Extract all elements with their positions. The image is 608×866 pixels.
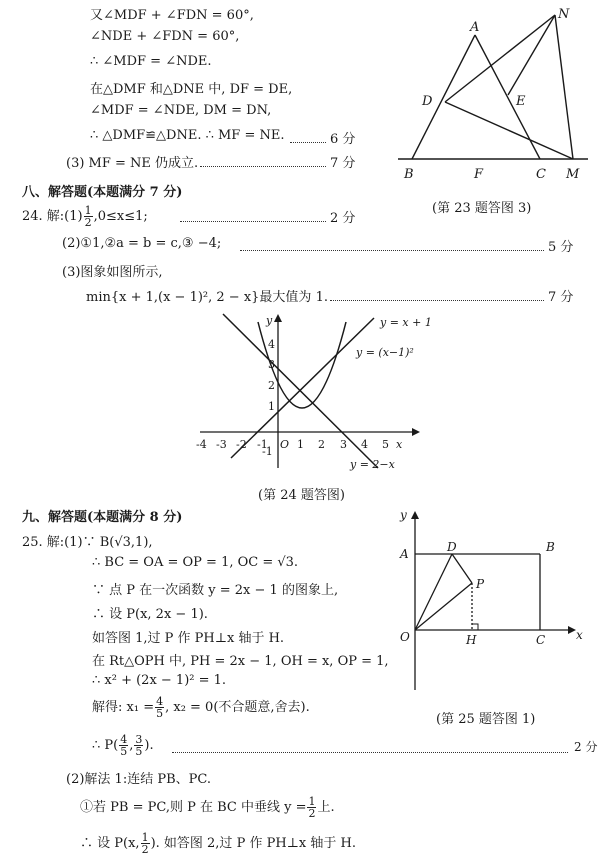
y-axis-arrow-icon (411, 511, 419, 519)
label-y-2-minus-x: y = 2−x (350, 458, 395, 471)
proof-line-3: ∴ ∠MDF = ∠NDE. (90, 54, 212, 69)
tick-y-4: 4 (268, 338, 275, 351)
x-axis-arrow-icon (568, 626, 576, 634)
segment-OP (415, 583, 472, 630)
q25-line-6: 在 Rt△OPH 中, PH = 2x − 1, OH = x, OP = 1, (92, 654, 389, 669)
line-y-x-plus-1 (231, 318, 374, 458)
proof-line-6: ∴ △DMF≌△DNE. ∴ MF = NE. (90, 128, 285, 143)
label-O: O (400, 630, 410, 644)
fraction (84, 205, 93, 228)
fraction-denominator: 5 (156, 707, 164, 720)
q25-line-12-prefix: ∴ 设 P(x, (80, 836, 140, 851)
q25-line-4: ∴ 设 P(x, 2x − 1). (92, 607, 208, 622)
fraction (134, 734, 143, 757)
proof-line-7: (3) MF = NE 仍成立. (66, 156, 199, 171)
proof-line-1: 又∠MDF + ∠FDN = 60°, (90, 8, 254, 23)
dot-leader (200, 166, 326, 167)
label-P: P (476, 577, 485, 591)
dot-leader (240, 250, 544, 251)
fraction-numerator: 4 (120, 733, 128, 746)
tick-x-neg3: -3 (216, 438, 227, 451)
label-H: H (466, 633, 477, 647)
fraction-denominator: 2 (141, 843, 149, 856)
q24-part2: (2)①1,②a = b = c,③ −4; (62, 236, 222, 251)
label-E: E (516, 94, 526, 109)
q25-line-9: ∴ P( $\frac{4}{5}$ , $\frac{3}{5}$ ). (92, 733, 154, 758)
dot-leader (172, 752, 568, 753)
score-5: 5 分 (548, 240, 574, 255)
fraction-numerator: 1 (308, 795, 316, 808)
q25-line-7: ∴ x² + (2x − 1)² = 1. (92, 673, 227, 688)
q24-rest: ,0≤x≤1; (93, 209, 148, 224)
fraction (307, 796, 316, 819)
tick-origin: O (280, 438, 290, 451)
label-A: A (400, 547, 409, 561)
segment-OD (415, 554, 452, 630)
q25-line-2: ∴ BC = OA = OP = 1, OC = √3. (92, 555, 299, 570)
fraction-numerator: 4 (156, 695, 164, 708)
q25-line-9-prefix: ∴ P( (92, 738, 119, 753)
dot-leader (290, 142, 326, 143)
label-y: y (400, 508, 407, 522)
x-axis-label: x (396, 438, 403, 451)
q25-line-5: 如答图 1,过 P 作 PH⊥x 轴于 H. (92, 631, 285, 646)
proof-line-5: ∠MDF = ∠NDE, DM = DN, (90, 103, 272, 118)
label-B: B (546, 540, 555, 554)
q25-line-12-rest: ). 如答图 2,过 P 作 PH⊥x 轴于 H. (150, 836, 356, 851)
score-7b: 7 分 (548, 290, 574, 305)
proof-line-2: ∠NDE + ∠FDN = 60°, (90, 29, 240, 44)
label-D: D (422, 94, 433, 109)
q25-line-11 (80, 796, 335, 819)
q24-part3: (3)图象如图所示, (62, 265, 163, 280)
q25-line-1: 25. 解:(1)∵ B(√3,1), (22, 535, 153, 550)
fraction-numerator: 1 (84, 204, 92, 217)
q25-line-3: ∵ 点 P 在一次函数 y = 2x − 1 的图象上, (92, 583, 339, 598)
label-A: A (470, 20, 480, 35)
tick-y-3: 3 (268, 358, 275, 371)
figure-25 (390, 505, 600, 705)
label-y-parabola: y = (x−1)² (356, 346, 414, 359)
label-F: F (474, 167, 484, 182)
tick-y-2: 2 (268, 379, 275, 392)
caption-fig25: (第 25 题答图 1) (436, 712, 536, 727)
q25-line-9-rest: ). (144, 738, 154, 753)
caption-fig24: (第 24 题答图) (258, 488, 345, 503)
fraction-denominator: 2 (84, 216, 92, 229)
label-C: C (536, 167, 546, 182)
x-axis-arrow-icon (412, 428, 420, 436)
score-7: 7 分 (330, 156, 356, 171)
tick-x-3: 3 (340, 438, 347, 451)
q24-part1 (22, 205, 148, 228)
label-N: N (558, 7, 570, 22)
fraction-numerator: 3 (135, 733, 143, 746)
tick-x-2: 2 (318, 438, 325, 451)
tick-x-1: 1 (297, 438, 304, 451)
q25-line-8-rest: , x₂ = 0(不合题意,舍去). (165, 700, 310, 715)
score-2b: 2 分 (574, 740, 598, 754)
fraction-denominator: 5 (135, 745, 143, 758)
label-C: C (536, 633, 546, 647)
tick-y-1: 1 (268, 400, 275, 413)
q24-prefix: 24. 解:(1) (22, 209, 83, 224)
tick-x-4: 4 (361, 438, 368, 451)
dot-leader (180, 221, 326, 222)
fraction (141, 832, 150, 855)
segment-DP (452, 554, 472, 583)
score-6: 6 分 (330, 132, 356, 147)
q25-line-8-prefix: 解得: x₁ = (92, 700, 155, 715)
tick-x-neg2: -2 (236, 438, 247, 451)
proof-line-4: 在△DMF 和△DNE 中, DF = DE, (90, 82, 293, 97)
label-y-x-plus-1: y = x + 1 (380, 316, 432, 329)
q25-line-12 (80, 832, 356, 855)
q25-line-10: (2)解法 1:连结 PB、PC. (66, 772, 211, 787)
figure-23 (390, 5, 600, 215)
label-M: M (566, 167, 580, 182)
tick-x-neg4: -4 (196, 438, 207, 451)
fraction-denominator: 5 (120, 745, 128, 758)
q25-line-11-rest: 上. (317, 800, 335, 815)
fraction (119, 734, 128, 757)
fraction-numerator: 1 (141, 831, 149, 844)
score-2: 2 分 (330, 211, 356, 226)
section-8-heading: 八、解答题(本题满分 7 分) (22, 185, 183, 200)
label-D: D (447, 540, 457, 554)
q24-part4: min{x + 1,(x − 1)², 2 − x}最大值为 1. (86, 290, 328, 305)
section-9-heading: 九、解答题(本题满分 8 分) (22, 510, 183, 525)
right-angle-mark (472, 624, 478, 630)
fraction (155, 696, 164, 719)
q25-line-8 (92, 696, 310, 719)
tick-y-neg1: -1 (262, 445, 273, 458)
y-axis-arrow-icon (274, 314, 282, 322)
dot-leader (330, 300, 544, 301)
tick-x-5: 5 (382, 438, 389, 451)
caption-fig23: (第 23 题答图 3) (432, 201, 532, 216)
y-axis-label: y (266, 314, 273, 327)
tick-x-neg1: -1 (257, 438, 268, 451)
label-x: x (576, 628, 583, 642)
figure-24 (190, 310, 430, 480)
fraction-denominator: 2 (308, 807, 316, 820)
q25-line-11-prefix: ①若 PB = PC,则 P 在 BC 中垂线 y = (80, 800, 307, 815)
label-B: B (404, 167, 414, 182)
